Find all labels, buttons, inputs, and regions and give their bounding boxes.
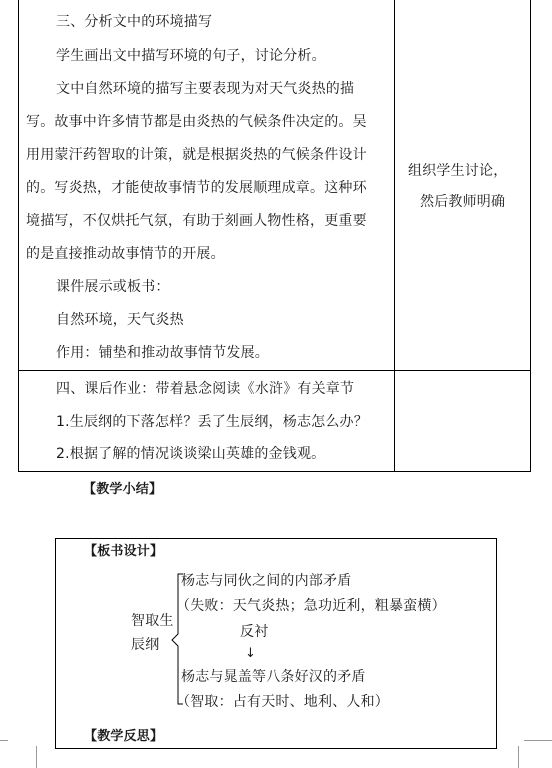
side-note-line: 组织学生讨论，: [408, 163, 508, 179]
board-center-label: 智取生: [131, 613, 174, 629]
section3-line: 学生画出文中描写环境的句子，讨论分析。: [56, 48, 326, 64]
side-note-line: 然后教师明确: [420, 194, 506, 210]
branch2-detail: （智取：占有天时、地利、人和）: [176, 694, 389, 710]
section3-line: 用用蒙汗药智取的计策，就是根据炎热的气候条件设计: [26, 147, 367, 163]
section4-line: 2.根据了解的情况谈谈梁山英雄的金钱观。: [56, 446, 326, 462]
section3-line: 作用：铺垫和推动故事情节发展。: [56, 345, 269, 361]
section3-line: 的是直接推动故事情节的开展。: [26, 246, 225, 262]
down-arrow-icon: ↓: [245, 646, 257, 661]
board-bracket-connector: [170, 570, 184, 710]
page-corner-mark-right-h: [524, 740, 552, 741]
branch2-title: 杨志与晁盖等八条好汉的矛盾: [181, 669, 366, 685]
section3-line: 文中自然环境的描写主要表现为对天气炎热的描: [56, 81, 355, 97]
board-heading: 【板书设计】: [84, 544, 164, 559]
section3-heading: 三、分析文中的环境描写: [56, 14, 213, 30]
section3-line: 自然环境，天气炎热: [56, 312, 184, 328]
board-center-label: 辰纲: [131, 637, 160, 653]
branch1-detail: （失败：天气炎热；急功近利，粗暴蛮横）: [176, 598, 446, 614]
section4-heading: 四、课后作业：带着悬念阅读《水浒》有关章节: [56, 381, 355, 397]
section3-line: 写。故事中许多情节都是由炎热的气候条件决定的。吴: [26, 114, 367, 130]
section3-line: 的。写炎热，才能使故事情节的发展顺理成章。这种环: [26, 180, 367, 196]
contrast-label: 反衬: [240, 624, 269, 640]
branch1-title: 杨志与同伙之间的内部矛盾: [181, 573, 352, 589]
summary-heading: 【教学小结】: [83, 482, 163, 497]
reflection-heading: 【教学反思】: [84, 729, 164, 744]
section3-line: 课件展示或板书：: [56, 279, 170, 295]
page-corner-mark-top-left-h: [0, 740, 8, 741]
section3-line: 境描写，不仅烘托气氛，有助于刻画人物性格，更重要: [26, 213, 367, 229]
page-corner-mark-bottom-left-v: [36, 746, 37, 768]
page-corner-mark-bottom-right-v: [518, 746, 519, 768]
section4-line: 1.生辰纲的下落怎样？丢了生辰纲，杨志怎么办？: [56, 414, 368, 430]
